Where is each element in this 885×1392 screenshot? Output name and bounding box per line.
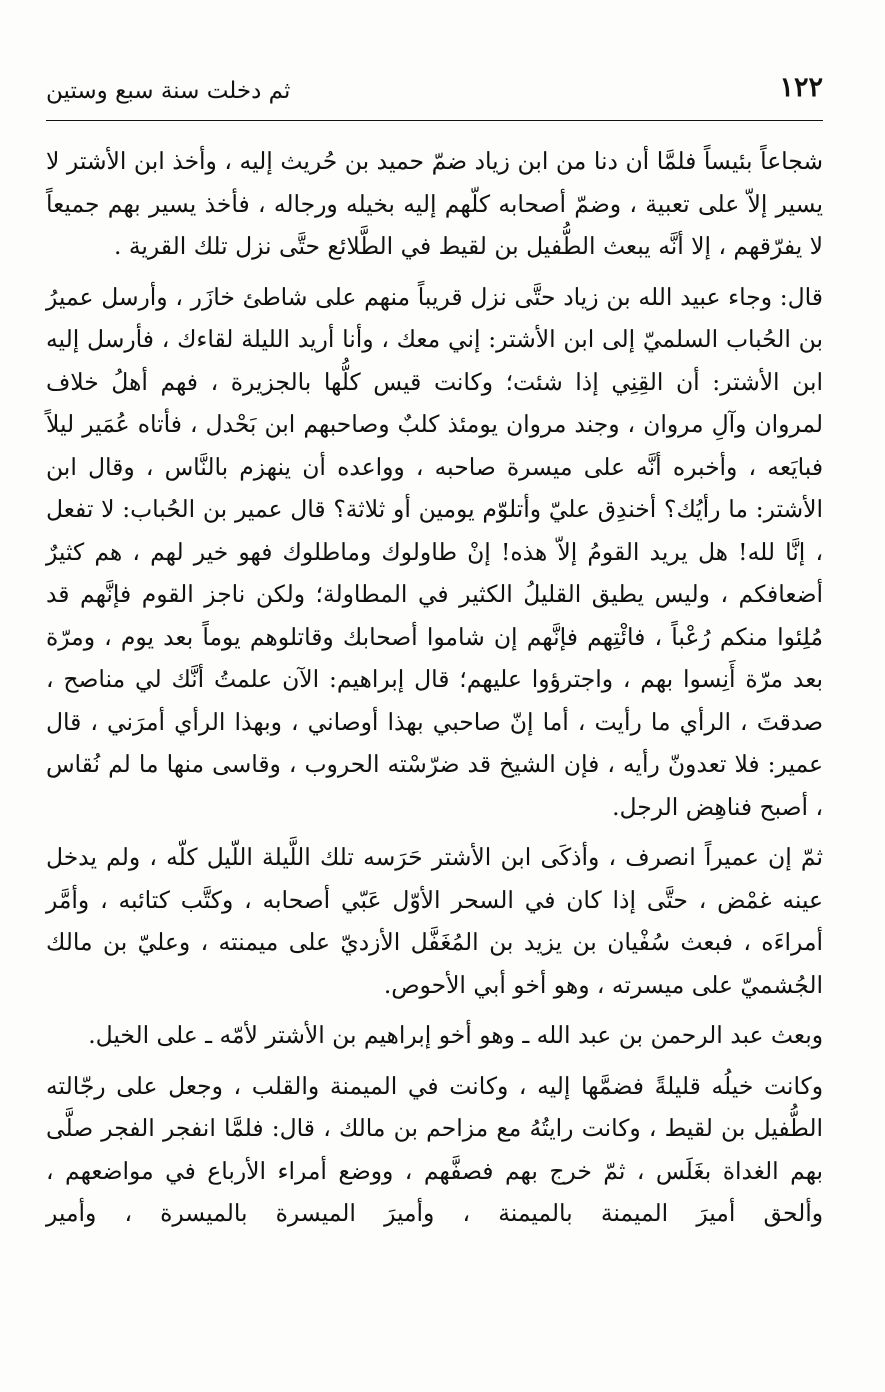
- paragraph: شجاعاً بئيساً فلمَّا أن دنا من ابن زياد ضمّ حميد بن حُريث إليه ، وأخذ ابن الأشتر لا يسير إلاّ على تعبية ، وضمّ أصحابه كلّهم إليه بخيله ورجاله ، فأخذ يسير بهم جميعاً لا يفرّقهم ، إلا أنَّه يبعث الطُّفيل بن لقيط في الطَّلائع حتَّى نزل تلك القرية .: [46, 147, 823, 260]
- page-body: [46, 140, 823, 1235]
- header-rule: [46, 120, 823, 121]
- page-header: [46, 72, 823, 112]
- paragraph: قال: وجاء عبيد الله بن زياد حتَّى نزل قريباً منهم على شاطئ خازَر ، وأرسل عميرُ بن الحُباب السلميّ إلى ابن الأشتر: إني معك ، وأنا أريد الليلة لقاءك ، فأرسل إليه ابن الأشتر: أن القِنِي إذا شئت؛ وكانت قيس كلُّها بالجزيرة ، فهم أهلُ خلاف لمروان وآلِ مروان ، وجند مروان يومئذ كلبٌ وصاحبهم ابن بَحْدل ، فأتاه عُمَير ليلاً فبايَعه ، وأخبره أنَّه على ميسرة صاحبه ، وواعده أن ينهزم بالنَّاس ، وقال ابن الأشتر: ما رأيُك؟ أخندِق عليّ وأتلوّم يومين أو ثلاثة؟ قال عمير بن الحُباب: لا تفعل ، إنَّا لله! هل يريد القومُ إلاّ هذه! إنْ طاولوك وماطلوك فهو خير لهم ، هم كثيرٌ أضعافكم ، وليس يطيق القليلُ الكثير في المطاولة؛ ولكن ناجز القوم فإنَّهم قد مُلِئوا منكم رُعْباً ، فائْتِهم فإنَّهم إن شاموا أصحابك وقاتلوهم يوماً بعد يوم ، ومرّة بعد مرّة أَنِسوا بهم ، واجترؤوا عليهم؛ قال إبراهيم: الآن علمتُ أنَّك لي مناصح ، صدقتَ ، الرأي ما رأيت ، أما إنّ صاحبي بهذا أوصاني ، وبهذا الرأي أمرَني ، قال عمير: فلا تعدونّ رأيه ، فإن الشيخ قد ضرّسْته الحروب ، وقاسى منها ما لم نُقاس ، أصبح فناهِض الرجل.: [46, 282, 823, 821]
- page-number: ١٢٢: [779, 72, 823, 103]
- paragraph: وبعث عبد الرحمن بن عبد الله ـ وهو أخو إبراهيم بن الأشتر لأمّه ـ على الخيل.: [88, 1021, 823, 1049]
- running-head: ثم دخلت سنة سبع وستين: [46, 78, 291, 104]
- paragraph: ثمّ إن عميراً انصرف ، وأذكَى ابن الأشتر حَرَسه تلك اللَّيلة اللّيل كلّه ، ولم يدخل عينه غمْض ، حتَّى إذا كان في السحر الأوّل عَبّي أصحابه ، وكتَّب كتائبه ، وأمَّر أمراءَه ، فبعث سُفْيان بن يزيد بن المُغَفَّل الأزديّ على ميمنته ، وعليّ بن مالك الجُشميّ على ميسرته ، وهو أخو أبي الأحوص.: [46, 843, 823, 999]
- paragraph: وكانت خيلُه قليلةً فضمَّها إليه ، وكانت في الميمنة والقلب ، وجعل على رجّالته الطُّفيل بن لقيط ، وكانت رايتُهُ مع مزاحم بن مالك ، قال: فلمَّا انفجر الفجر صلَّى بهم الغداة بغَلَس ، ثمّ خرج بهم فصفَّهم ، ووضع أمراء الأرباع في مواضعهم ، وألحق أميرَ الميمنة بالميمنة ، وأميرَ الميسرة بالميسرة ، وأمير: [46, 1071, 823, 1227]
